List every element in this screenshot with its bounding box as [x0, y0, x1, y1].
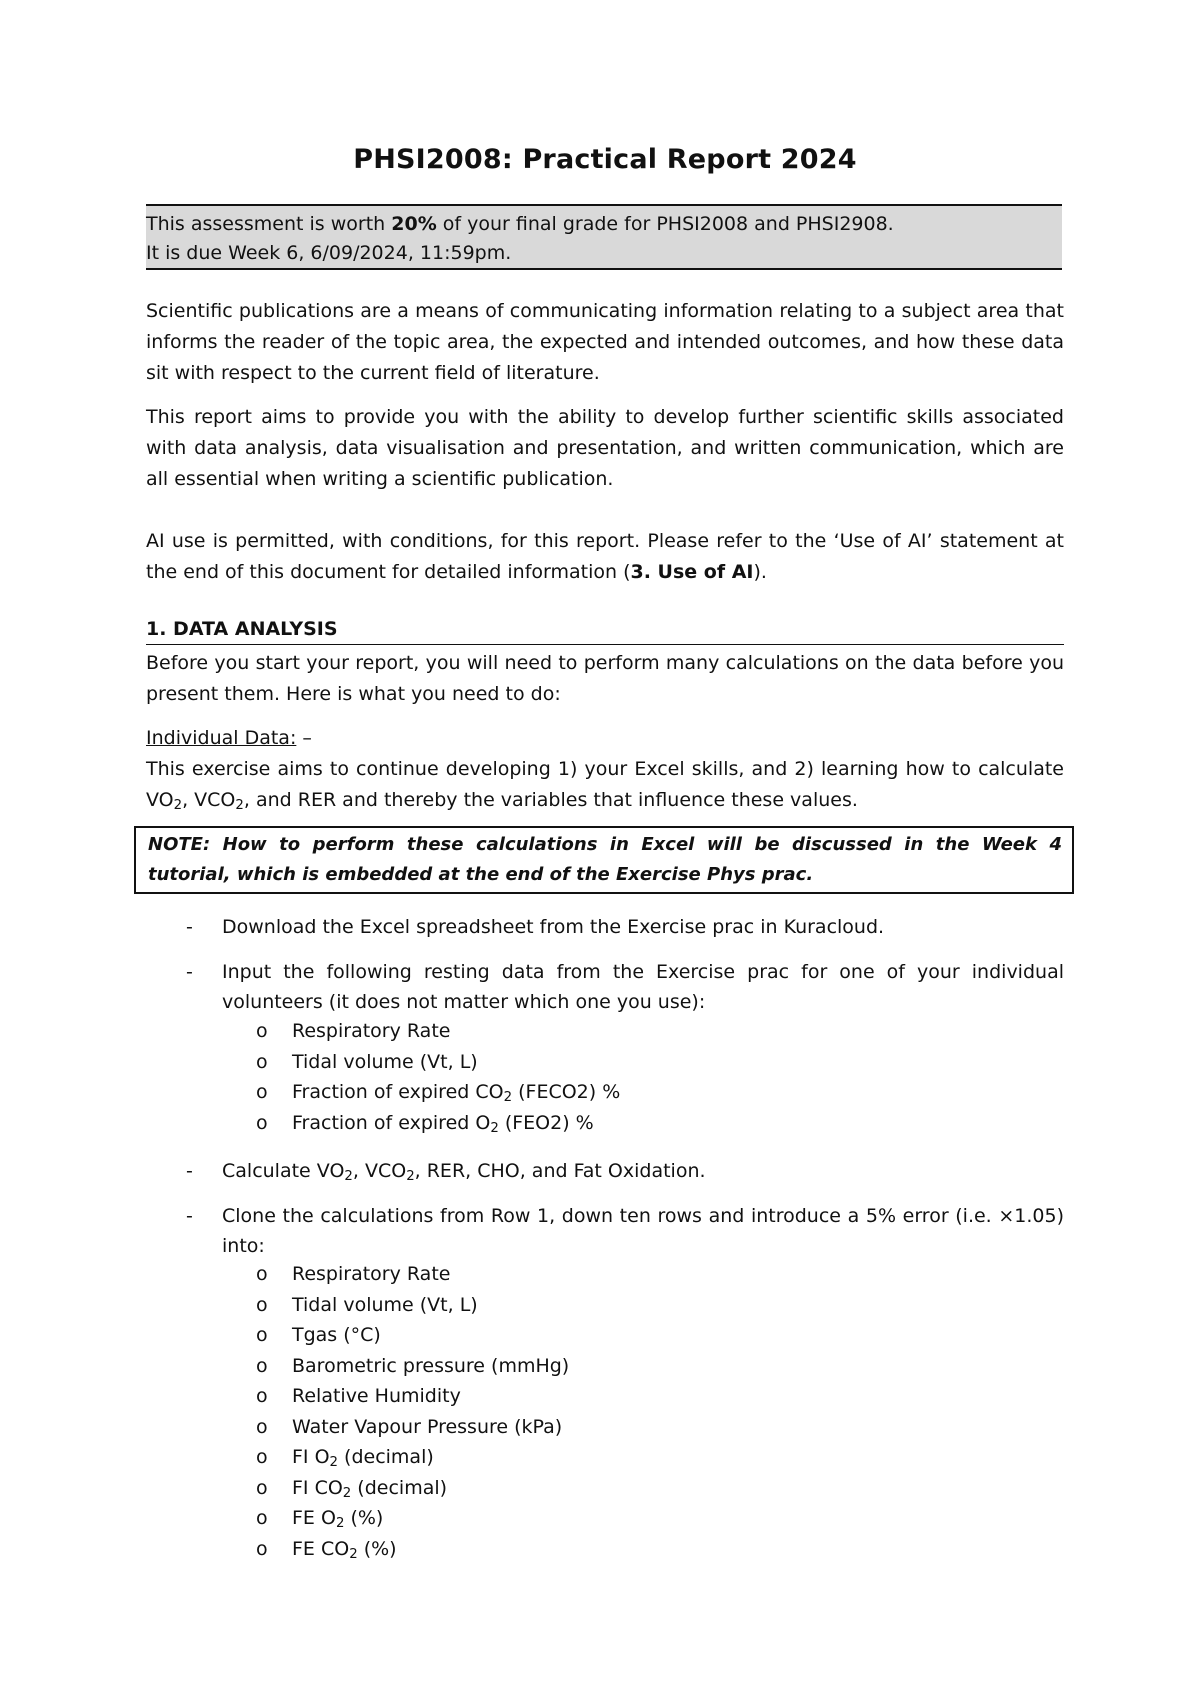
list-item-suffix: (%) — [357, 1537, 397, 1560]
list-item-label: Relative Humidity — [292, 1385, 461, 1407]
bullet-marker: o — [256, 1385, 268, 1407]
calc-text-part: Calculate VO — [222, 1160, 345, 1182]
bullet-marker: o — [256, 1415, 268, 1438]
list-item — [256, 1259, 450, 1289]
list-item — [256, 1108, 594, 1138]
list-item — [256, 1047, 478, 1077]
list-item-label: Fraction of expired O — [292, 1111, 491, 1134]
list-item — [256, 1351, 569, 1381]
list-item-suffix: (%) — [344, 1507, 384, 1529]
bullet-marker: o — [256, 1354, 268, 1377]
subscript-2: 2 — [173, 798, 183, 813]
list-item-label: FI O — [292, 1446, 330, 1468]
notice-weight-percent: 20% — [391, 213, 437, 235]
list-item-suffix: (FEO2) % — [498, 1111, 594, 1134]
list-item-label: FE O — [292, 1507, 336, 1529]
list-item-label: Tidal volume (Vt, L) — [292, 1050, 478, 1073]
step-clone — [186, 1201, 1064, 1261]
individual-data-subheading — [146, 723, 312, 753]
assessment-notice-box — [146, 204, 1062, 270]
list-item — [256, 1473, 447, 1503]
subscript-2: 2 — [235, 798, 244, 813]
subscript-2: 2 — [344, 1169, 353, 1184]
step-input-data — [186, 957, 1064, 1017]
bullet-marker: o — [256, 1020, 268, 1042]
step-clone-text: Clone the calculations from Row 1, down ten rows and introduce a 5% error (i.e. ×1.05) into: — [222, 1205, 1064, 1257]
intro-paragraph-1: Scientific publications are a means of communicating information relating to a subject area that informs the reader of the topic area, the expected and intended outcomes, and how these data sit with respect to the current field of literature. — [146, 300, 1064, 384]
tutorial-note-box: NOTE: How to perform these calculations in Excel will be discussed in the Week 4 tutorial, which is embedded at the end of the Exercise Phys prac. — [134, 826, 1074, 894]
list-item-suffix: (decimal) — [351, 1476, 448, 1499]
list-item — [256, 1412, 562, 1442]
subscript-2: 2 — [329, 1455, 338, 1470]
bullet-marker: o — [256, 1324, 268, 1346]
dash-marker: - — [186, 961, 193, 983]
subscript-2: 2 — [349, 1546, 358, 1562]
individual-text-part: This exercise aims to continue developing 1) your Excel skills, and 2) learning how to calculate VO — [146, 758, 1064, 811]
dash-marker: - — [186, 1205, 193, 1227]
bullet-marker: o — [256, 1476, 268, 1499]
list-item-label: Water Vapour Pressure (kPa) — [292, 1415, 563, 1438]
notice-weight-text-end: of your final grade for PHSI2008 and PHSI2908. — [436, 213, 894, 235]
bullet-marker: o — [256, 1263, 268, 1285]
subscript-2: 2 — [342, 1485, 352, 1501]
list-item-suffix: (decimal) — [338, 1446, 434, 1468]
individual-data-paragraph — [146, 754, 1064, 816]
calc-text-part: , VCO — [352, 1160, 407, 1182]
intro-paragraph-3 — [146, 526, 1064, 588]
list-item — [256, 1320, 381, 1350]
bullet-marker: o — [256, 1050, 268, 1073]
step-calculate-text — [222, 1156, 1064, 1186]
bullet-marker: o — [256, 1507, 268, 1529]
list-item-label: FE CO — [292, 1537, 350, 1560]
subscript-2: 2 — [335, 1516, 345, 1531]
section-intro-paragraph: Before you start your report, you will need to perform many calculations on the data before you present them. Here is what you need to do: — [146, 652, 1064, 705]
individual-text-part: , VCO — [182, 789, 236, 811]
notice-weight-text: This assessment is worth — [146, 213, 392, 235]
list-item — [256, 1077, 620, 1107]
calc-text-part: , RER, CHO, and Fat Oxidation. — [414, 1160, 706, 1182]
list-item-label: Tgas (°C) — [292, 1324, 381, 1346]
dash-marker: - — [186, 916, 193, 938]
document-title: PHSI2008: Practical Report 2024 — [353, 144, 857, 175]
list-item-label: FI CO — [292, 1476, 343, 1499]
bullet-marker: o — [256, 1293, 268, 1316]
list-item-label: Tidal volume (Vt, L) — [292, 1293, 478, 1316]
dash-marker: - — [186, 1160, 193, 1182]
step-download-text: Download the Excel spreadsheet from the Exercise prac in Kuracloud. — [222, 916, 885, 938]
subscript-2: 2 — [490, 1120, 499, 1136]
list-item-label: Fraction of expired CO — [292, 1081, 504, 1103]
individual-text-part: , and RER and thereby the variables that influence these values. — [243, 789, 858, 811]
list-item-suffix: (FECO2) % — [512, 1081, 621, 1103]
bullet-marker: o — [256, 1081, 268, 1103]
notice-due-line: It is due Week 6, 6/09/2024, 11:59pm. — [146, 242, 512, 264]
list-item — [256, 1290, 478, 1320]
list-item — [256, 1016, 450, 1046]
section-heading-data-analysis: 1. DATA ANALYSIS — [146, 614, 1064, 645]
bullet-marker: o — [256, 1537, 268, 1560]
bullet-marker: o — [256, 1111, 268, 1134]
intro-paragraph-2: This report aims to provide you with the ability to develop further scientific skills associated with data analysis, data visualisation and presentation, and written communication, which are all essential when writing a scientific publication. — [146, 406, 1064, 490]
ai-statement-text: AI use is permitted, with conditions, for this report. Please refer to the ‘Use of AI’ statement at the end of this document for detailed information ( — [146, 530, 1064, 583]
ai-section-reference: 3. Use of AI — [630, 561, 754, 583]
ai-statement-end: ). — [753, 561, 767, 583]
list-item-label: Respiratory Rate — [292, 1263, 451, 1285]
subscript-2: 2 — [406, 1169, 415, 1184]
list-item — [256, 1503, 383, 1533]
notice-weight-line — [146, 210, 1062, 239]
list-item — [256, 1442, 434, 1472]
list-item-label: Respiratory Rate — [292, 1020, 451, 1042]
step-input-data-text: Input the following resting data from the Exercise prac for one of your individual volunteers (it does not matter which one you use): — [222, 961, 1064, 1013]
list-item-label: Barometric pressure (mmHg) — [292, 1354, 570, 1377]
individual-data-label: Individual Data: — [146, 727, 297, 749]
step-calculate — [186, 1156, 1064, 1186]
individual-data-dash: – — [296, 727, 312, 749]
list-item — [256, 1534, 397, 1564]
list-item — [256, 1381, 461, 1411]
bullet-marker: o — [256, 1446, 268, 1468]
step-download — [186, 912, 1064, 942]
subscript-2: 2 — [503, 1090, 513, 1105]
